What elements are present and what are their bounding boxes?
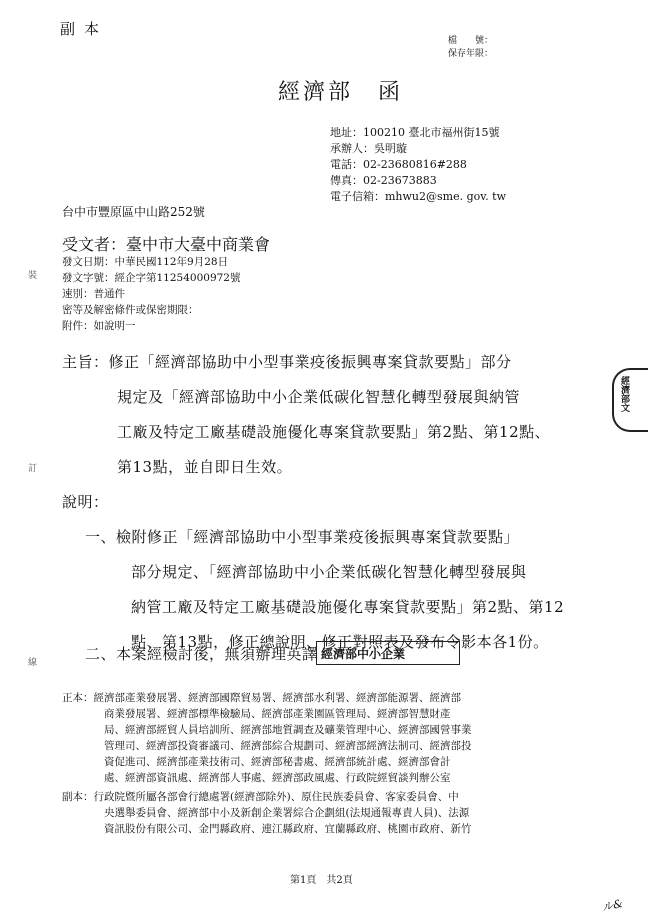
attachment: 附件：如說明一 [62,320,136,332]
phone: 電話：02-23680816#288 [330,158,467,171]
document-number: 發文字號：經企字第11254000972號 [62,272,241,284]
page-number: 第1頁 共2頁 [290,875,353,886]
explanation-item-line: 納管工廠及特定工廠基礎設施優化專案貸款要點」第2點、第12 [131,598,565,616]
email: 電子信箱：mhwu2@sme. gov. tw [330,190,506,203]
contact-person: 承辦人：吳明璇 [330,142,407,155]
explanation-item-line: 點、第13點，修正總說明、修正對照表及發布令影本各1份。 [131,633,549,651]
recipient-address: 台中市豐原區中山路252號 [62,205,205,219]
main-recipients-line: 管理司、經濟部投資審議司、經濟部綜合規劃司、經濟部經濟法制司、經濟部投 [104,740,472,752]
security-level: 密等及解密條件或保密期限： [62,304,199,316]
sender-address: 地址：100210 臺北市福州街15號 [330,126,500,139]
explanation-item-line: 一、檢附修正「經濟部協助中小型事業疫後振興專案貸款要點」 [85,528,520,546]
inline-seal-text: 經濟部中小企業 [321,647,406,661]
main-recipients-line: 商業發展署、經濟部標準檢驗局、經濟部產業園區管理局、經濟部智慧財產 [104,708,451,720]
copy-label: 副本 [60,20,109,38]
archive-number-label: 檔 號： [448,36,494,46]
binding-mark: 線 [28,658,38,668]
explanation-item-line: 部分規定、「經濟部協助中小企業低碳化智慧化轉型發展與 [131,563,527,581]
main-recipients-line: 處、經濟部資訊處、經濟部人事處、經濟部政風處、行政院經貿談判辦公室 [104,772,451,784]
retention-period-label: 保存年限： [448,49,494,59]
cc-recipients-line: 資訊股份有限公司、金門縣政府、連江縣政府、宜蘭縣政府、桃園市政府、新竹 [104,823,472,835]
subject-line: 工廠及特定工廠基礎設施優化專案貸款要點」第2點、第12點、 [117,423,551,441]
inline-seal [316,641,460,665]
main-recipients-line: 資促進司、經濟部產業技術司、經濟部秘書處、經濟部統計處、經濟部會計 [104,756,451,768]
main-recipients-line: 局、經濟部經貿人員培訓所、經濟部地質調查及礦業管理中心、經濟部國營事業 [104,724,472,736]
edge-seal [612,368,648,432]
cc-recipients-line: 副本：行政院暨所屬各部會行總處署(經濟部除外)、原住民族委員會、客家委員會、中 [62,791,459,803]
recipient: 受文者：臺中市大臺中商業會 [62,235,271,254]
fax: 傳真：02-23673883 [330,174,437,187]
delivery-speed: 速別：普通件 [62,288,125,300]
subject-line: 規定及「經濟部協助中小企業低碳化智慧化轉型發展與納管 [117,388,521,406]
binding-mark: 裝 [28,271,38,281]
explanation-item-line: 二、本案經檢討後，無須辦理英譯 [85,645,318,663]
issue-date: 發文日期：中華民國112年9月28日 [62,256,229,268]
subject-line: 第13點，並自即日生效。 [117,458,293,476]
subject-line: 主旨：修正「經濟部協助中小型事業疫後振興專案貸款要點」部分 [62,353,512,371]
handwritten-signature: ル& [600,896,625,915]
cc-recipients-line: 央選舉委員會、經濟部中小及新創企業署綜合企劃組(法規通報專責人員)、法源 [104,807,470,819]
explanation-label: 說明： [62,493,109,511]
document-title: 經濟部 函 [278,80,404,105]
binding-mark: 訂 [28,464,38,474]
main-recipients-line: 正本：經濟部產業發展署、經濟部國際貿易署、經濟部水利署、經濟部能源署、經濟部 [62,692,461,704]
edge-seal-text: 經濟部文 [619,376,629,412]
